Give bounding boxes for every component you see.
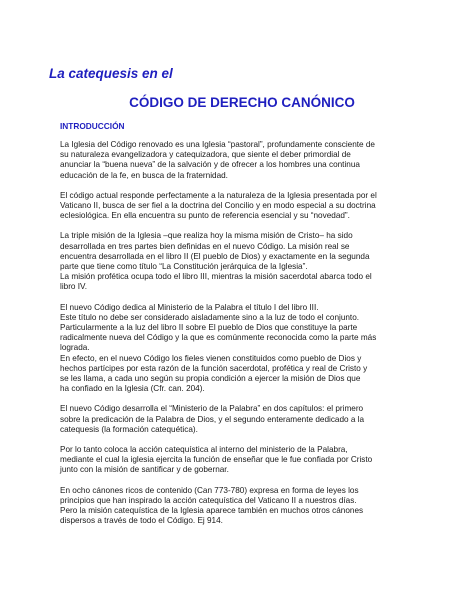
paragraph-line: lograda. <box>60 343 90 353</box>
paragraph-line: catequesis (la formación catequética). <box>60 424 198 434</box>
document-subtitle: CÓDIGO DE DERECHO CANÓNICO <box>129 95 355 110</box>
paragraph-line: Este título no debe ser considerado aisladamente sino a la luz de todo el conjunto. <box>60 312 360 322</box>
paragraph-line: dispersos a través de todo el Código. Ej 914. <box>60 516 223 526</box>
paragraph-line: su naturaleza evangelizadora y catequizadora, que siente el deber primordial de <box>60 150 351 160</box>
paragraph-line: principios que han inspirado la acción catequística del Vaticano II a nuestros días. <box>60 495 357 505</box>
paragraph-line: eclesiológica. En ella encuentra su punto de referencia esencial y su “novedad”. <box>60 211 350 221</box>
paragraph-line: Vaticano II, busca de ser fiel a la doctrina del Concilio y en modo especial a su doctrina <box>60 201 376 211</box>
paragraph-line: Por lo tanto coloca la acción catequística al interno del ministerio de la Palabra, <box>60 445 348 455</box>
paragraph <box>60 404 420 435</box>
paragraph <box>60 231 420 292</box>
paragraph-line: mediante el cual la iglesia ejercita la función de enseñar que le fue confiada por Cristo <box>60 455 373 465</box>
paragraph-line: La misión profética ocupa todo el libro III, mientras la misión sacerdotal abarca todo el <box>60 272 372 282</box>
paragraph-line: anunciar la “buena nueva” de la salvación y de ofrecer a los hombres una continua <box>60 160 360 170</box>
paragraph-line: La Iglesia del Código renovado es una Iglesia “pastoral”, profundamente consciente de <box>60 140 375 149</box>
paragraph-line: En ocho cánones ricos de contenido (Can 773-780) expresa en forma de leyes los <box>60 485 359 495</box>
paragraph <box>60 140 420 181</box>
paragraph-line: hechos partícipes por esta razón de la función sacerdotal, profética y real de Cristo y <box>60 363 368 373</box>
paragraph-line: Particularmente a la luz del libro II sobre El pueblo de Dios que constituye la parte <box>60 323 358 333</box>
section-heading: INTRODUCCIÓN <box>60 121 125 131</box>
paragraph-line: desarrollada en tres partes bien definidas en el nuevo Código. La misión real se <box>60 241 350 251</box>
paragraph-line: La triple misión de la Iglesia –que realiza hoy la misma misión de Cristo– ha sido <box>60 231 353 241</box>
paragraph-line: encuentra desarrollada en el libro II (El pueblo de Dios) y exactamente en la segunda <box>60 251 370 261</box>
paragraph <box>60 191 420 222</box>
paragraph-line: radicalmente nueva del Código y la que es comúnmente reconocida como la parte más <box>60 333 377 343</box>
paragraph-line: En efecto, en el nuevo Código los fieles vienen constituidos como pueblo de Dios y <box>60 353 362 363</box>
document-body <box>60 140 420 537</box>
paragraph <box>60 303 420 395</box>
paragraph-line: libro IV. <box>60 282 88 292</box>
paragraph-line: Pero la misión catequística de la Iglesia aparece también en muchos otros cánones <box>60 506 364 516</box>
paragraph-line: El código actual responde perfectamente a la naturaleza de la Iglesia presentada por el <box>60 190 377 200</box>
paragraph-line: El nuevo Código dedica al Ministerio de la Palabra el título I del libro III. <box>60 302 319 312</box>
paragraph <box>60 486 420 527</box>
paragraph-line: El nuevo Código desarrolla el “Ministerio de la Palabra” en dos capítulos: el primero <box>60 404 364 414</box>
paragraph-line: sobre la predicación de la Palabra de Dios, y el segundo enteramente dedicado a la <box>60 414 365 424</box>
paragraph-line: educación de la fe, en busca de la fraternidad. <box>60 170 228 180</box>
paragraph-line: parte que tiene como título “La Constitución jerárquica de la Iglesia”. <box>60 262 308 272</box>
document-title: La catequesis en el <box>49 66 173 81</box>
paragraph-line: se les llama, a cada uno según su propia condición a ejercer la misión de Dios que <box>60 374 361 384</box>
paragraph <box>60 445 420 476</box>
paragraph-line: junto con la misión de santificar y de gobernar. <box>60 465 229 475</box>
paragraph-line: ha confiado en la Iglesia (Cfr. can. 204). <box>60 384 205 394</box>
